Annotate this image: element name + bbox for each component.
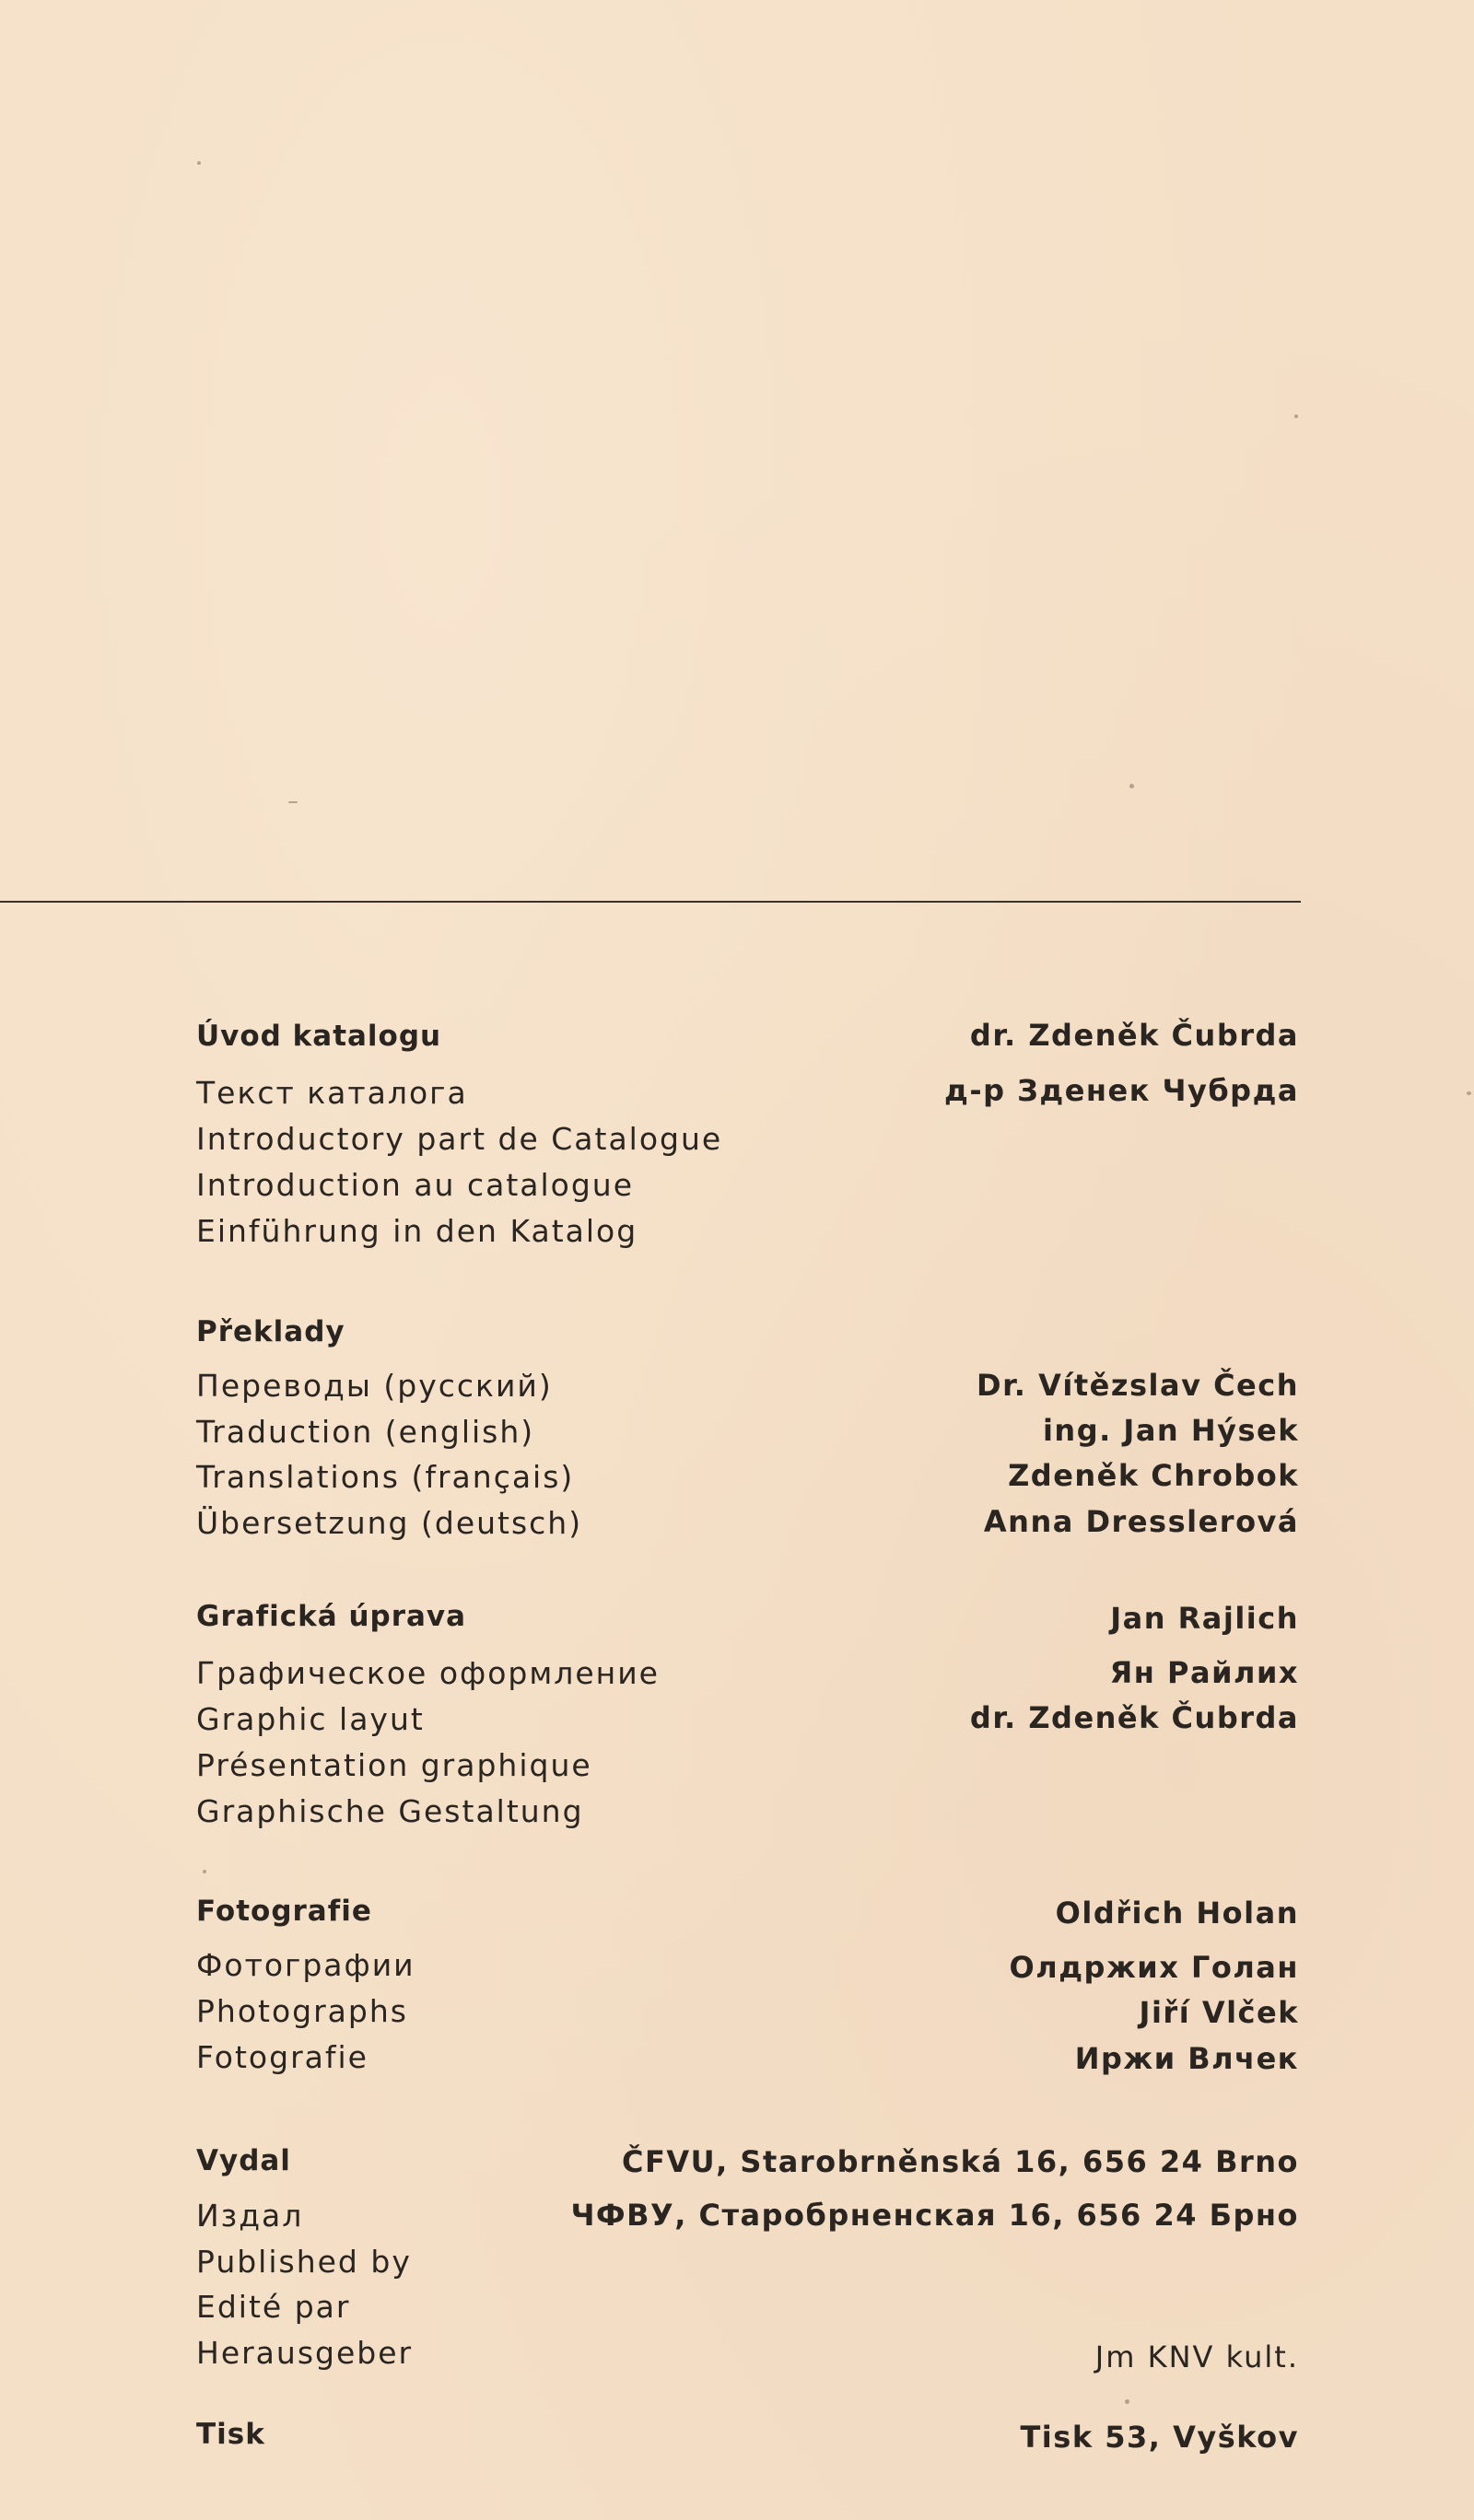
section-heading: Tisk	[196, 2418, 265, 2451]
paper-speck	[288, 801, 298, 803]
credit-name: ing. Jan Hýsek	[1042, 1413, 1299, 1448]
section-line: Traduction (english)	[196, 1414, 535, 1450]
credit-name: Иржи Влчек	[1074, 2041, 1299, 2076]
credit-name: Zdeněk Chrobok	[1008, 1458, 1299, 1493]
section-heading: Překlady	[196, 1315, 345, 1348]
credit-name: Anna Dresslerová	[983, 1504, 1299, 1539]
section-line: Переводы (русский)	[196, 1368, 553, 1404]
credit-name: Олдржих Голан	[1009, 1950, 1299, 1985]
paper-speck	[1467, 1091, 1471, 1095]
separator-rule	[0, 901, 1301, 903]
section-line: Графическое оформление	[196, 1655, 660, 1691]
printer-name: Tisk 53, Vyškov	[1020, 2420, 1299, 2455]
paper-speck	[203, 1870, 206, 1873]
section-heading: Fotografie	[196, 1895, 372, 1928]
section-line: Introduction au catalogue	[196, 1167, 635, 1203]
section-line: Translations (français)	[196, 1459, 575, 1495]
section-line: Einführung in den Katalog	[196, 1213, 638, 1249]
section-line: Graphic layut	[196, 1701, 425, 1737]
section-line: Published by	[196, 2244, 412, 2280]
credit-name: Jan Rajlich	[1110, 1601, 1299, 1636]
credit-name: Oldřich Holan	[1055, 1896, 1299, 1931]
section-line: Graphische Gestaltung	[196, 1793, 584, 1829]
section-line: Photographs	[196, 1993, 408, 2029]
section-line: Herausgeber	[196, 2335, 414, 2371]
publisher-address: ČFVU, Starobrněnská 16, 656 24 Brno	[622, 2144, 1299, 2179]
license-number: Jm KNV kult.	[1094, 2339, 1299, 2374]
section-line: Übersetzung (deutsch)	[196, 1505, 583, 1541]
credit-name: д-р Зденек Чубрда	[943, 1073, 1299, 1108]
section-line: Текст каталога	[196, 1075, 468, 1111]
section-line: Фотографии	[196, 1947, 415, 1983]
section-heading: Grafická úprava	[196, 1600, 467, 1633]
section-line: Издал	[196, 2198, 304, 2234]
credit-name: dr. Zdeněk Čubrda	[969, 1700, 1299, 1735]
section-line: Edité par	[196, 2289, 351, 2325]
section-line: Fotografie	[196, 2039, 368, 2075]
paper-speck	[1125, 2399, 1129, 2404]
credit-name: dr. Zdeněk Čubrda	[969, 1018, 1299, 1053]
section-heading: Úvod katalogu	[196, 1020, 442, 1053]
section-line: Présentation graphique	[196, 1747, 592, 1783]
section-line: Introductory part de Catalogue	[196, 1121, 723, 1157]
section-heading: Vydal	[196, 2144, 291, 2177]
publisher-address: ЧФВУ, Старобрненская 16, 656 24 Брно	[570, 2198, 1299, 2233]
credit-name: Dr. Vítězslav Čech	[977, 1368, 1299, 1403]
credit-name: Jiří Vlček	[1139, 1995, 1299, 2030]
paper-speck	[1294, 414, 1298, 418]
paper-speck	[197, 161, 201, 165]
credit-name: Ян Райлих	[1109, 1655, 1299, 1690]
paper-speck	[1129, 784, 1134, 788]
